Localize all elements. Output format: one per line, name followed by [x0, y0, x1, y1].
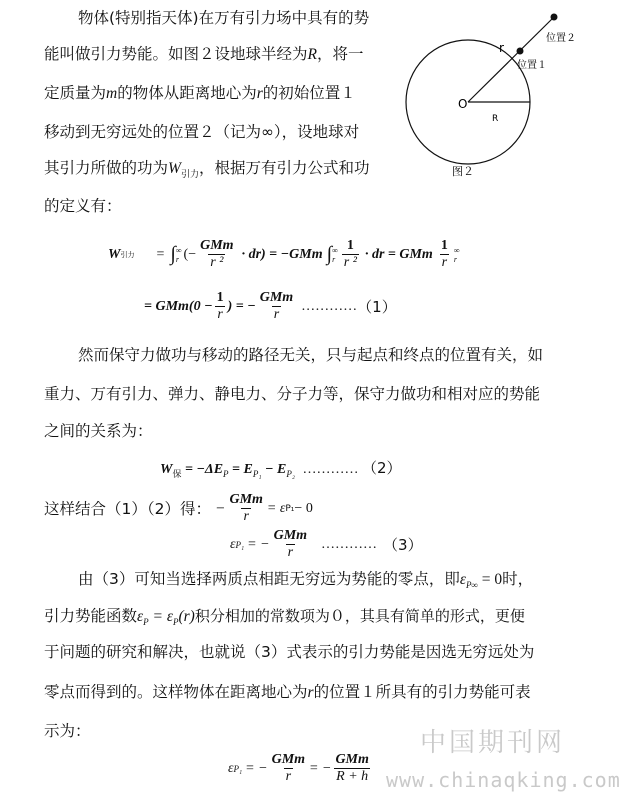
equation-number: （3） [383, 536, 423, 554]
integral-sign: ∫ [170, 243, 176, 265]
dots: ………… [302, 462, 359, 477]
var-R: R [307, 46, 317, 63]
text: = 0 [477, 571, 503, 588]
dots: ………… [301, 298, 358, 314]
label-O: O [458, 97, 468, 111]
epsilon: ε [230, 536, 236, 552]
para3-line4 [44, 682, 531, 703]
limit-bottom: r [332, 254, 336, 264]
epsilon: ε [228, 760, 234, 776]
minus-sign: − [214, 499, 226, 517]
text: ) = − [227, 298, 256, 314]
numerator: GMm [335, 752, 369, 767]
text: = GMm(0 − [144, 298, 213, 314]
para3-line2 [44, 606, 525, 632]
numerator: 1 [440, 238, 448, 253]
evaluation-bar [454, 246, 460, 264]
text: 零点而得到的。这样物体在距离地心为 [44, 683, 308, 701]
text: = E [232, 462, 253, 477]
limit-top: ∞ [453, 245, 460, 255]
label-position-1: 位置１ [517, 60, 547, 71]
subscript: P [143, 617, 149, 627]
equation-2 [160, 457, 402, 480]
epsilon: ε [137, 608, 144, 625]
equation-line-2 [144, 290, 397, 323]
subscript: 引力 [180, 170, 199, 180]
subscript: P [172, 617, 179, 627]
var-W: W [160, 462, 173, 477]
integral-sign: ∫ [326, 243, 333, 265]
var-W: W [168, 160, 181, 177]
denominator: R + h [336, 769, 369, 784]
integral-limits [332, 246, 338, 264]
para3-line1 [78, 569, 533, 595]
subscript: 引力 [120, 250, 135, 259]
subscript: P₁ [233, 763, 243, 774]
figure-2 [405, 5, 620, 185]
text: · dr) = −GMm [241, 246, 323, 262]
text: = − [245, 760, 268, 776]
text: ，根据万有引力公式和功 [198, 159, 370, 177]
equation-line-1 [108, 238, 460, 271]
text: 引力势能函数 [44, 607, 138, 625]
para1-line1: 物体(特别指天体)在万有引力场中具有的势 [78, 9, 370, 27]
equation-final [228, 752, 373, 785]
numerator: 1 [346, 238, 354, 253]
epsilon: ε [459, 571, 466, 588]
text: = −ΔE [184, 462, 224, 477]
para1-line5 [44, 158, 369, 185]
text: (r) [178, 608, 195, 625]
denominator: r [441, 255, 448, 270]
para1-line4: 移动到无穷远处的位置２（记为∞），设地球对 [44, 123, 360, 141]
subscript: P₁ [252, 469, 262, 479]
equation-3 [230, 528, 423, 561]
figure-caption: 图２ [452, 165, 474, 178]
equation-number: （2） [361, 459, 402, 477]
var-r: r [307, 684, 314, 701]
equation-number: （1） [357, 298, 397, 316]
para2-line2: 重力、万有引力、弹力、静电力、分子力等，保守力做功和相对应的势能 [44, 385, 541, 403]
denominator: r [243, 509, 249, 524]
para2-line1: 然而保守力做功与移动的路径无关，只与起点和终点的位置有关，如 [78, 346, 544, 364]
fraction [258, 290, 295, 323]
text: 其引力所做的功为 [44, 159, 169, 177]
text: 的初始位置１ [262, 84, 356, 102]
text: = ε [266, 500, 286, 516]
fraction [342, 238, 359, 271]
text: 时， [502, 570, 534, 588]
subscript: 保 [172, 469, 182, 479]
text: − E [265, 462, 287, 477]
text: = − [309, 760, 332, 776]
para1-line6: 的定义有： [44, 197, 122, 215]
fraction [439, 238, 450, 271]
text: · dr = GMm [364, 246, 433, 262]
fraction [198, 238, 235, 271]
text: 能叫做引力势能。如图２设地球半经为 [44, 45, 308, 63]
numerator: GMm [271, 752, 306, 767]
fraction [272, 528, 309, 561]
denominator: r ² [343, 255, 357, 270]
text: 由（3）可知当选择两质点相距无穷远为势能的零点，即 [78, 570, 460, 588]
fraction [270, 752, 307, 785]
para3-line5: 示为： [44, 722, 91, 740]
numerator: GMm [229, 492, 263, 507]
text: 的位置１所具有的引力势能可表 [313, 683, 531, 701]
text: 定质量为 [44, 84, 107, 102]
denominator: r ² [210, 255, 224, 270]
position-1-dot [517, 48, 524, 55]
fraction [215, 290, 226, 323]
var-m: m [106, 85, 118, 102]
subscript: P₂ [286, 469, 295, 479]
watermark-chinese: 中国期刊网 [420, 728, 566, 758]
denominator: r [217, 307, 223, 322]
watermark-url: www.chinaqking.com [386, 768, 621, 792]
text: (− [183, 246, 197, 262]
para2-line3: 之间的关系为： [44, 422, 153, 440]
numerator: GMm [259, 290, 294, 305]
label-R: R [492, 114, 499, 124]
fraction [227, 492, 264, 525]
limit-top: ∞ [175, 245, 182, 255]
denominator: r [273, 307, 280, 322]
limit-bottom: r [453, 254, 457, 264]
combine-line [44, 492, 313, 525]
label-position-2: 位置２ [546, 33, 576, 44]
para3-line3: 于问题的研究和解决，也就说（3）式表示的引力势能是因选无穷远处为 [44, 643, 535, 661]
var-r: r [256, 85, 263, 102]
text: ，将一 [316, 45, 364, 63]
para1-line2 [44, 44, 364, 65]
denominator: r [285, 769, 292, 784]
position-2-dot [551, 14, 558, 21]
para1-line3 [44, 83, 356, 104]
subscript: P₁ [235, 539, 245, 550]
limit-bottom: r [175, 254, 179, 264]
text: 积分相加的常数项为０，其具有简单的形式，更便 [194, 607, 525, 625]
label-r: r [499, 41, 504, 55]
equals-sign: = [156, 246, 165, 262]
text: − 0 [294, 500, 313, 516]
numerator: GMm [273, 528, 308, 543]
numerator: 1 [216, 290, 224, 305]
text: 这样结合（1）（2）得： [44, 499, 211, 518]
text: = − [247, 536, 270, 552]
text: 的物体从距离地心为 [117, 84, 257, 102]
subscript: P₁ [285, 503, 295, 514]
denominator: r [287, 545, 294, 560]
numerator: GMm [200, 238, 234, 253]
dots: ………… [321, 536, 378, 552]
integral-limits [176, 246, 182, 264]
subscript: P [223, 469, 229, 479]
limit-top: ∞ [332, 245, 338, 255]
text: = ε [148, 608, 173, 625]
fraction [333, 752, 370, 785]
subscript: P∞ [465, 580, 478, 590]
var-W: W [108, 246, 121, 262]
